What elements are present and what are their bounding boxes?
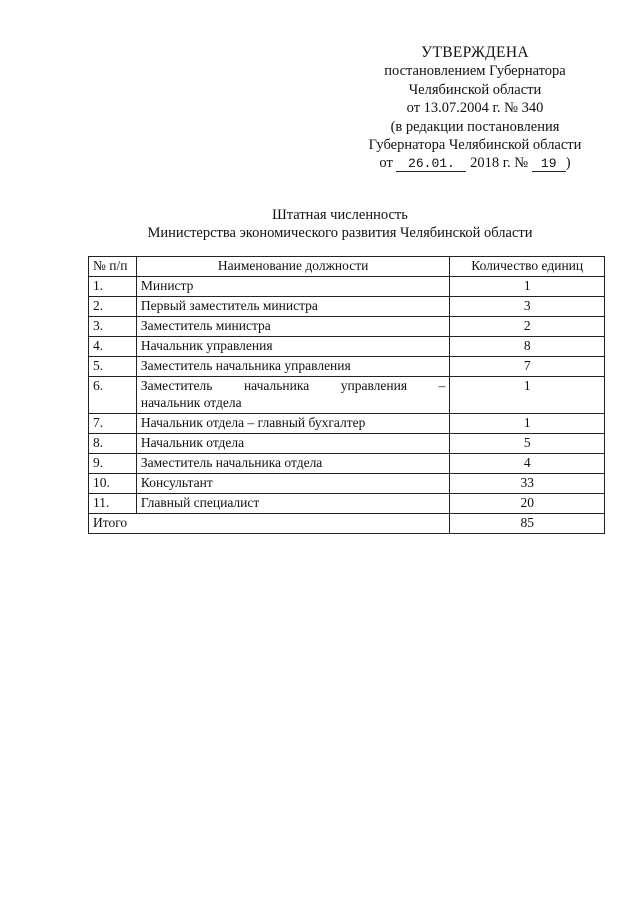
- approval-date-line: [330, 154, 620, 172]
- row-qty: 1: [450, 377, 605, 414]
- staffing-table: [88, 256, 605, 534]
- row-name: [136, 377, 450, 414]
- row-num: 8.: [89, 434, 137, 454]
- table-row: [89, 377, 605, 414]
- row-num: 11.: [89, 494, 137, 514]
- header-num: № п/п: [89, 257, 137, 277]
- approval-year-text: 2018 г. №: [470, 155, 529, 172]
- approval-number-filled: 19: [532, 156, 566, 172]
- row-qty: 1: [450, 414, 605, 434]
- approval-line-5: Губернатора Челябинской области: [368, 137, 582, 154]
- row-name: Заместитель начальника отдела: [136, 454, 450, 474]
- row-num: 3.: [89, 317, 137, 337]
- row-qty: 7: [450, 357, 605, 377]
- row-num: 5.: [89, 357, 137, 377]
- table-row: [89, 434, 605, 454]
- row-qty: 4: [450, 454, 605, 474]
- approval-line-3: от 13.07.2004 г. № 340: [406, 100, 544, 117]
- row-name-word: –: [438, 378, 446, 393]
- approval-heading: УТВЕРЖДЕНА: [421, 44, 529, 61]
- row-name-word: начальника: [243, 378, 310, 393]
- row-name-line-1: [141, 377, 446, 394]
- table-row: [89, 454, 605, 474]
- table-row: [89, 494, 605, 514]
- approval-line-2: Челябинской области: [408, 81, 542, 98]
- row-num: 10.: [89, 474, 137, 494]
- row-qty: 5: [450, 434, 605, 454]
- row-name: Консультант: [136, 474, 450, 494]
- row-name-line-2: начальник отдела: [140, 395, 242, 410]
- row-qty: 20: [450, 494, 605, 514]
- row-num: 7.: [89, 414, 137, 434]
- row-qty: 1: [450, 277, 605, 297]
- approval-line-4: (в редакции постановления: [390, 118, 560, 135]
- table-row: [89, 277, 605, 297]
- approval-closing: ): [565, 155, 571, 172]
- row-name: Начальник отдела: [136, 434, 450, 454]
- table-header-row: [89, 257, 605, 277]
- table-row: [89, 414, 605, 434]
- header-name: Наименование должности: [136, 257, 450, 277]
- approval-prefix-from: от: [379, 155, 393, 172]
- header-qty: Количество единиц: [450, 257, 605, 277]
- row-name: Начальник управления: [136, 337, 450, 357]
- row-qty: 8: [450, 337, 605, 357]
- row-name: Первый заместитель министра: [136, 297, 450, 317]
- table-total-row: [89, 514, 605, 534]
- table-row: [89, 297, 605, 317]
- row-num: 1.: [89, 277, 137, 297]
- total-qty: 85: [450, 514, 605, 534]
- row-num: 2.: [89, 297, 137, 317]
- document-title: [60, 206, 620, 242]
- row-num: 9.: [89, 454, 137, 474]
- row-qty: 2: [450, 317, 605, 337]
- approval-date-filled: 26.01.: [396, 156, 466, 172]
- approval-stamp: [330, 44, 620, 173]
- approval-line-1: постановлением Губернатора: [384, 63, 566, 80]
- row-qty: 3: [450, 297, 605, 317]
- title-line-2: Министерства экономического развития Челябинской области: [147, 225, 533, 241]
- row-num: 4.: [89, 337, 137, 357]
- row-num: 6.: [89, 377, 137, 414]
- row-name-word: управления: [340, 378, 408, 393]
- total-label: Итого: [89, 514, 450, 534]
- row-qty: 33: [450, 474, 605, 494]
- table-row: [89, 337, 605, 357]
- table-row: [89, 357, 605, 377]
- row-name-word: Заместитель: [140, 378, 213, 393]
- table-row: [89, 474, 605, 494]
- title-line-1: Штатная численность: [272, 207, 408, 223]
- row-name: Министр: [136, 277, 450, 297]
- row-name: Заместитель начальника управления: [136, 357, 450, 377]
- row-name: Заместитель министра: [136, 317, 450, 337]
- table-row: [89, 317, 605, 337]
- row-name: Главный специалист: [136, 494, 450, 514]
- row-name: Начальник отдела – главный бухгалтер: [136, 414, 450, 434]
